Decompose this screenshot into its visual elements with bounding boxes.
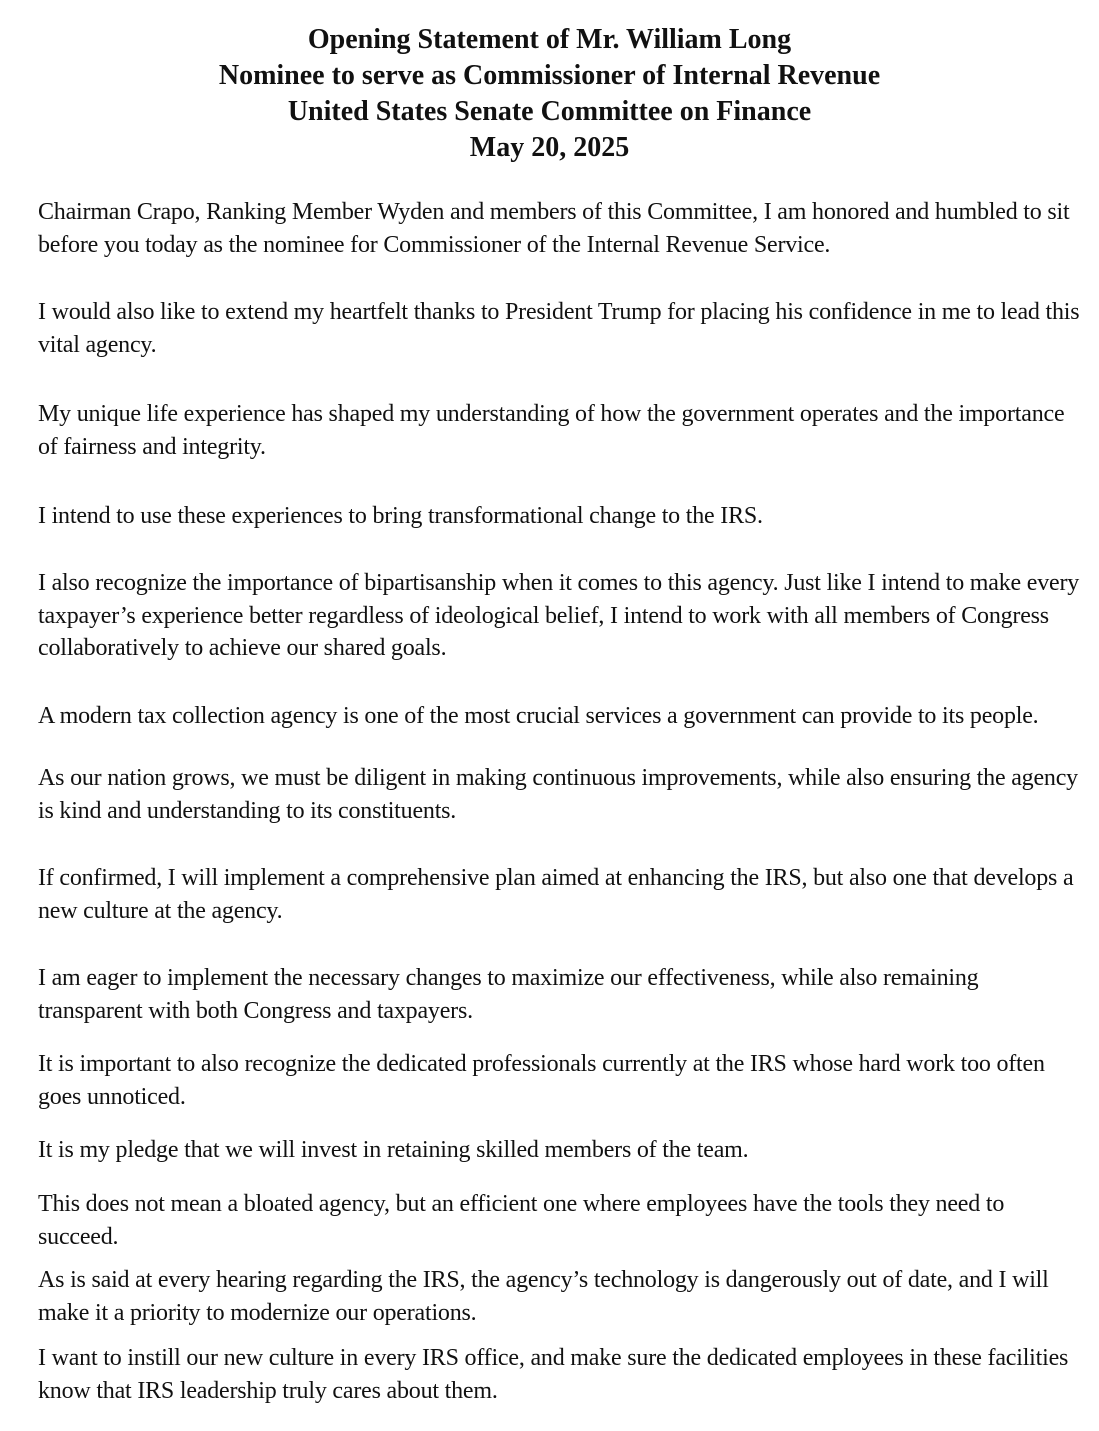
paragraph: It is my pledge that we will invest in retaining skilled members of the team.	[38, 1137, 749, 1163]
paragraph: I intend to use these experiences to bring transformational change to the IRS.	[38, 503, 763, 529]
document-header	[0, 22, 1099, 166]
paragraph: A modern tax collection agency is one of the most crucial services a government can provide to its people.	[38, 703, 1039, 729]
header-title: Opening Statement of Mr. William Long	[307, 24, 792, 55]
paragraph: Chairman Crapo, Ranking Member Wyden and members of this Committee, I am honored and humbled to sit before you today as the nominee for Commissioner of the Internal Revenue Service.	[38, 199, 1070, 258]
paragraph: As our nation grows, we must be diligent in making continuous improvements, while also ensuring the agency is kind and understanding to its constituents.	[38, 765, 1078, 824]
paragraph: As is said at every hearing regarding the IRS, the agency’s technology is dangerously out of date, and I will make it a priority to modernize our operations.	[38, 1267, 1049, 1326]
header-nominee-line: Nominee to serve as Commissioner of Internal Revenue	[218, 60, 881, 91]
paragraph: It is important to also recognize the dedicated professionals currently at the IRS whose hard work too often goes unnoticed.	[38, 1051, 1045, 1110]
paragraph: I would also like to extend my heartfelt thanks to President Trump for placing his confidence in me to lead this vital agency.	[38, 299, 1080, 358]
header-committee-line: United States Senate Committee on Finance	[287, 96, 812, 127]
paragraph: I am eager to implement the necessary changes to maximize our effectiveness, while also remaining transparent with both Congress and taxpayers.	[38, 965, 979, 1024]
header-date: May 20, 2025	[469, 132, 630, 163]
paragraph: I want to instill our new culture in every IRS office, and make sure the dedicated employees in these facilities know that IRS leadership truly cares about them.	[38, 1345, 1069, 1404]
paragraph: If confirmed, I will implement a comprehensive plan aimed at enhancing the IRS, but also one that develops a new culture at the agency.	[38, 865, 1074, 924]
paragraph: I also recognize the importance of bipartisanship when it comes to this agency. Just like I intend to make every taxpayer’s experience better regardless of ideological belief, I intend to work with all members of Congress collaboratively to achieve our shared goals.	[38, 570, 1080, 661]
paragraph: This does not mean a bloated agency, but an efficient one where employees have the tools they need to succeed.	[38, 1191, 1005, 1250]
paragraph: My unique life experience has shaped my understanding of how the government operates and the importance of fairness and integrity.	[38, 401, 1065, 460]
